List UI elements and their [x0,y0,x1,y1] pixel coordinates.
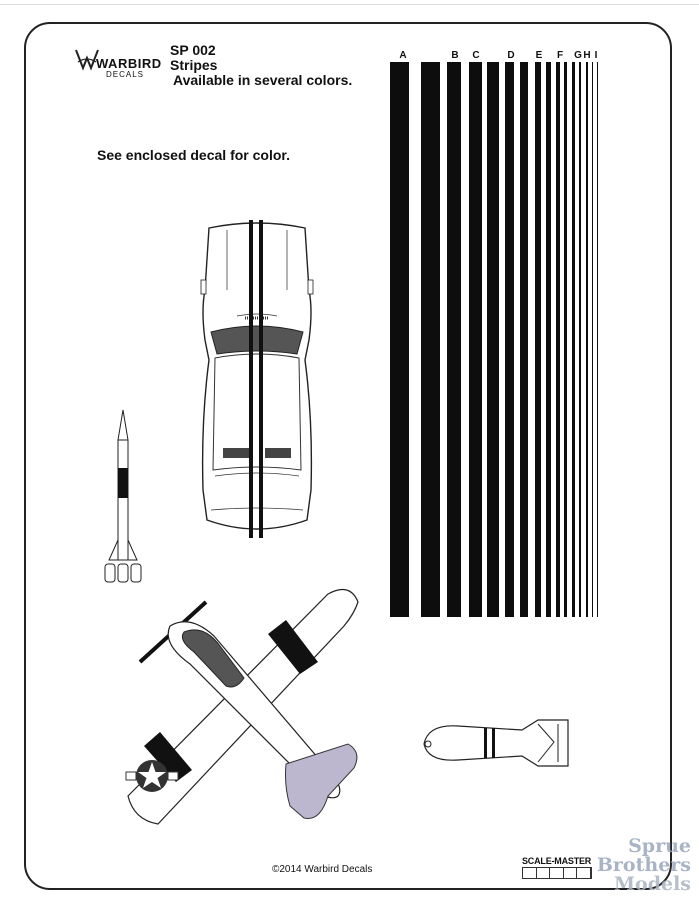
stripe [546,62,551,617]
stripe-label-c: C [472,50,480,61]
scale-master-bar [522,867,592,879]
car-top-view [197,220,317,538]
bomb [418,714,576,770]
stripe [586,62,588,617]
stripe-label-g: G [574,50,582,61]
stripe [564,62,567,617]
stripe-label-i: I [594,50,598,61]
logo-subtitle: DECALS [106,70,145,79]
availability-text: Available in several colors. [173,72,353,88]
color-note: See enclosed decal for color. [97,147,290,163]
product-code: SP 002 [170,42,216,58]
watermark-line: Sprue [628,835,691,857]
scale-master-title: SCALE-MASTER [522,856,592,866]
stripe-label-d: D [507,50,515,61]
stripe [520,62,528,617]
stripe [535,62,541,617]
stripe [592,62,593,617]
scale-master-logo [522,856,592,879]
stripe [487,62,499,617]
stripe [390,62,409,617]
watermark-line: Brothers [596,854,691,876]
sprue-brothers-watermark [597,837,691,894]
stripe [597,62,598,617]
p51-mustang [118,574,378,828]
stripe [469,62,482,617]
product-name: Stripes [170,57,218,73]
stripe [447,62,461,617]
stripe-label-h: H [583,50,591,61]
stripe-label-e: E [535,50,543,61]
stripe [572,62,575,617]
stripe [421,62,440,617]
stripe [505,62,514,617]
rocket [103,410,143,584]
top-edge-line [0,4,699,5]
stripe [556,62,560,617]
stripe-label-b: B [451,50,459,61]
stripe-label-a: A [399,50,407,61]
logo-word: WARBIRD [96,56,162,71]
copyright-footer: ©2014 Warbird Decals [272,864,373,875]
watermark-line: Models [614,873,691,895]
stripe-label-f: F [556,50,564,61]
stripe [579,62,581,617]
